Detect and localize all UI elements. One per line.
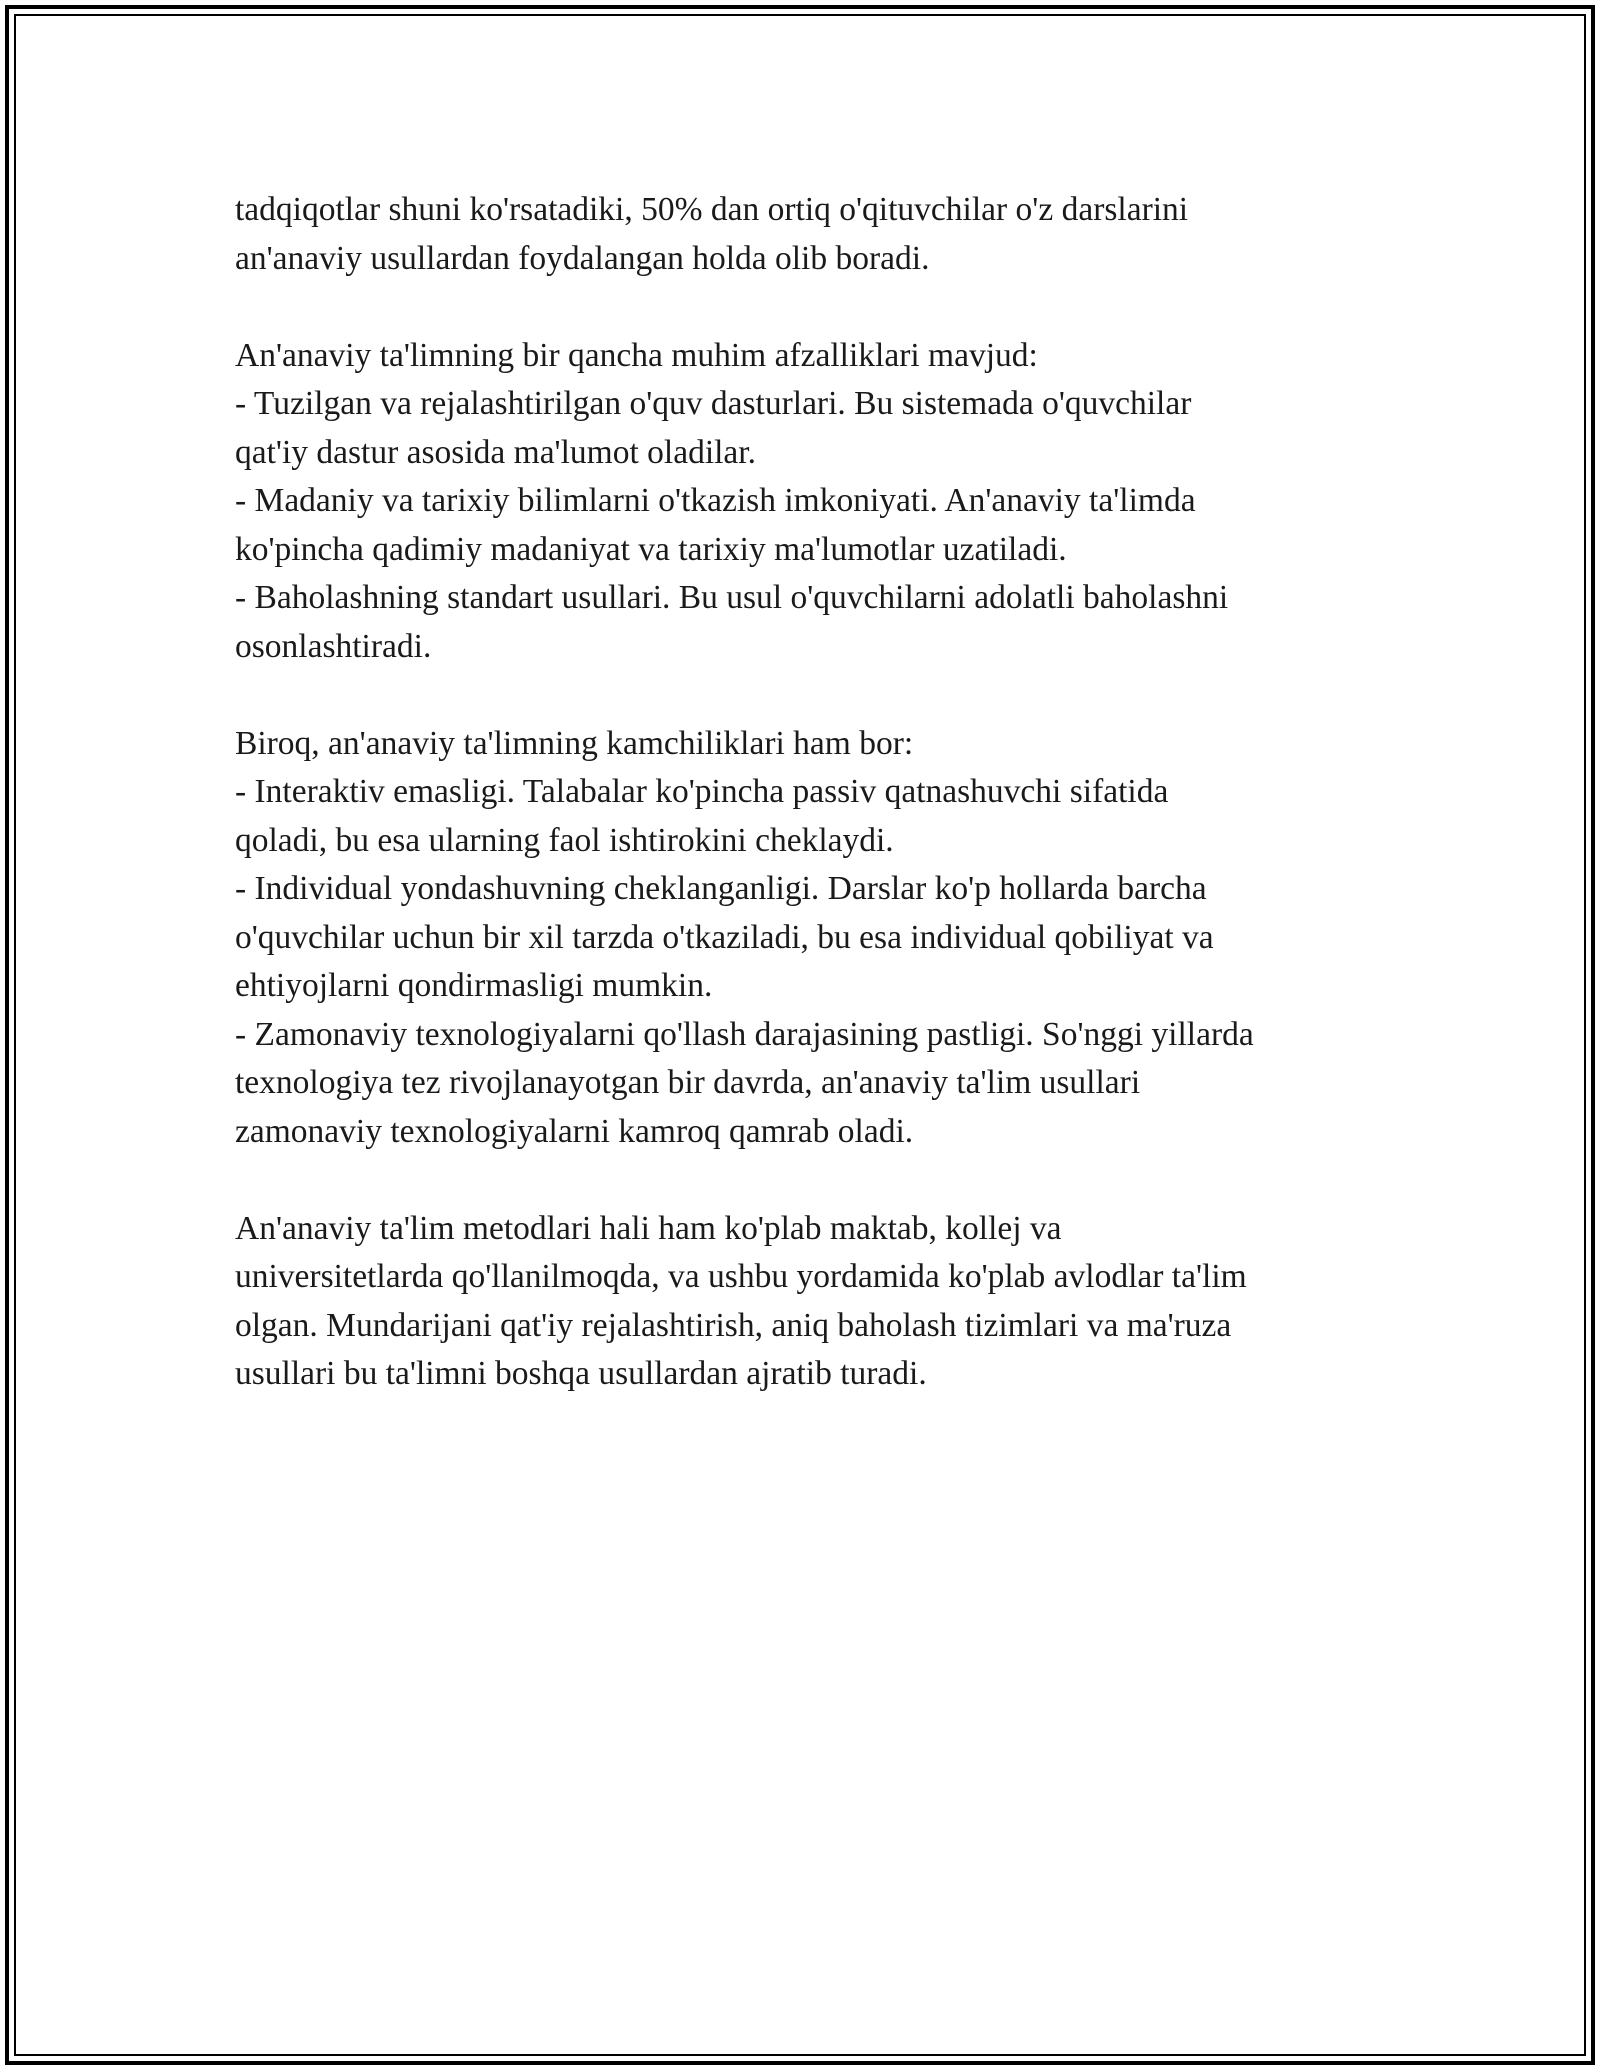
- text-line: - Tuzilgan va rejalashtirilgan o'quv dasturlari. Bu sistemada o'quvchilar: [235, 385, 1192, 422]
- paragraph-advantages: [235, 332, 1385, 672]
- text-line: universitetlarda qo'llanilmoqda, va ushbu yordamida ko'plab avlodlar ta'lim: [235, 1258, 1247, 1295]
- text-line: osonlashtiradi.: [235, 627, 432, 665]
- text-line: An'anaviy ta'lim metodlari hali ham ko'plab maktab, kollej va: [235, 1209, 1062, 1247]
- text-line: olgan. Mundarijani qat'iy rejalashtirish, aniq baholash tizimlari va ma'ruza: [235, 1306, 1232, 1344]
- text-line: - Baholashning standart usullari. Bu usul o'quvchilarni adolatli baholashni: [235, 579, 1229, 616]
- text-line: o'quvchilar uchun bir xil tarzda o'tkaziladi, bu esa individual qobiliyat va: [235, 918, 1214, 956]
- document-body: [235, 186, 1385, 1447]
- text-line: Biroq, an'anaviy ta'limning kamchiliklari ham bor:: [235, 724, 914, 762]
- text-line: ehtiyojlarni qondirmasligi mumkin.: [235, 967, 713, 1004]
- text-line: An'anaviy ta'limning bir qancha muhim afzalliklari mavjud:: [235, 336, 1038, 374]
- text-line: - Zamonaviy texnologiyalarni qo'llash darajasining pastligi. So'nggi yillarda: [235, 1015, 1254, 1053]
- paragraph-conclusion: [235, 1205, 1385, 1399]
- paragraph-disadvantages: [235, 720, 1385, 1157]
- text-line: - Individual yondashuvning cheklanganligi. Darslar ko'p hollarda barcha: [235, 870, 1207, 907]
- text-line: - Interaktiv emasligi. Talabalar ko'pincha passiv qatnashuvchi sifatida: [235, 773, 1169, 810]
- text-line: qoladi, bu esa ularning faol ishtirokini cheklaydi.: [235, 821, 894, 859]
- paragraph-intro: [235, 186, 1385, 283]
- text-line: qat'iy dastur asosida ma'lumot oladilar.: [235, 433, 756, 471]
- text-line: ko'pincha qadimiy madaniyat va tarixiy ma'lumotlar uzatiladi.: [235, 530, 1067, 568]
- text-line: texnologiya tez rivojlanayotgan bir davrda, an'anaviy ta'lim usullari: [235, 1064, 1141, 1101]
- text-line: an'anaviy usullardan foydalangan holda olib boradi.: [235, 239, 930, 277]
- text-line: zamonaviy texnologiyalarni kamroq qamrab oladi.: [235, 1112, 914, 1150]
- text-line: - Madaniy va tarixiy bilimlarni o'tkazish imkoniyati. An'anaviy ta'limda: [235, 482, 1196, 519]
- text-line: usullari bu ta'limni boshqa usullardan ajratib turadi.: [235, 1355, 927, 1392]
- text-line: tadqiqotlar shuni ko'rsatadiki, 50% dan ortiq o'qituvchilar o'z darslarini: [235, 191, 1189, 228]
